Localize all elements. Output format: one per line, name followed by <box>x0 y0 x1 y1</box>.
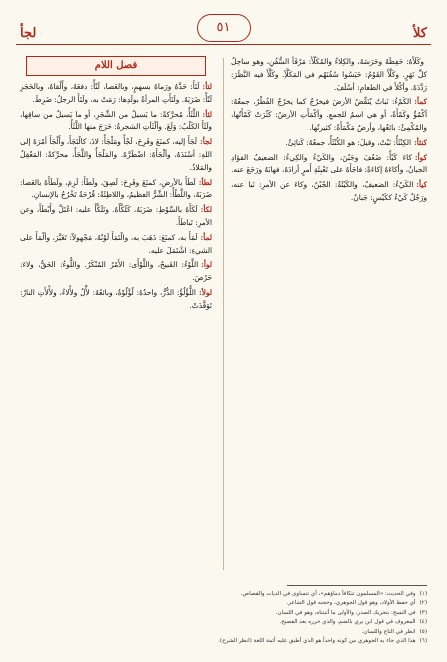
header-right-word: كلأ <box>413 26 427 41</box>
footnote-text: هذا الذي جاء به الجوهري من كونه واحداً هو الذي أطبق عليه أئمة اللغة (انظر الشرح). <box>218 638 416 645</box>
footnote-number: (٤) <box>419 619 427 626</box>
footnote-text: وفي الحديث: «المسلمون تتكافأ دماؤهم»، أي تتساوى في الديات والقصاص. <box>240 591 416 597</box>
entry-headword: لثأ: <box>202 109 212 119</box>
footnote-text: المعروف في قول ابن بري بالضم، والذي حرره بعد الفصيح. <box>279 619 416 626</box>
footnote <box>20 609 427 618</box>
left-entry <box>20 81 212 107</box>
footnote <box>20 618 427 627</box>
entry-text: لَجَأَ إليه، كمنَعَ وفَرِحَ، لَجْأً ومَلْجَأً: لاذَ، كالْتَجَأَ، وأَلْجَأَ أمْرَهُ إلى اللهِ: أسْنَدَهُ، وألْجَأَهُ: اضْطَرَّهُ. والمَلْجَأُ واللَّجَأُ، محرَّكةً: المَعْقِلُ والمَلاذُ. <box>20 137 212 172</box>
entry-text: الكَيْءُ: الضعيفُ، والكَيْئَةُ: الجُبْنُ، وكاءَ عن الأمرِ: نَبا عنه، ورَجُلٌ كَيْءٌ ككَيْسٍ: جَبانٌ. <box>231 180 427 202</box>
entry-headword: لمأ: <box>200 232 212 242</box>
entry-headword: لوأ: <box>201 260 212 270</box>
header-rule <box>16 44 431 45</box>
entry-headword: كوأ: <box>414 152 427 162</box>
left-entry <box>20 136 212 174</box>
left-entry <box>20 259 212 285</box>
entry-headword: لكأ: <box>200 205 212 215</box>
page-header <box>16 14 431 50</box>
footnotes <box>20 590 427 646</box>
right-entry <box>231 152 427 178</box>
left-entry <box>20 287 212 313</box>
entry-text: كاءَ كَيْأً: ضَعُفَ وجَبُنَ، والكَيْءُ والكِيءُ: الضعيفُ الفؤادِ الجبانُ، وأكاءَهُ إكاءَةً: فاجَأَهُ على تَعْبِئَةِ أَمرٍ أرادَهُ، فهابَهُ ورَجَعَ عنه. <box>231 152 427 175</box>
entry-headword: لجأ: <box>199 137 212 147</box>
right-entry <box>231 56 427 94</box>
footnote-number: (٢) <box>419 600 427 607</box>
left-entry <box>20 177 212 203</box>
footnote-number: (٣) <box>419 609 427 616</box>
left-entry <box>20 204 212 230</box>
footnote <box>20 590 427 599</box>
entry-text: لَكَأَهُ بالسَّوْطِ: ضَرَبَهُ، كَلَكَّأَهُ. وتَلَكَّأَ عليه: اعْتَلَّ وأَبْطَأَ، وعن الأمرِ: تَباطَأَ. <box>20 205 212 227</box>
entry-text: وكَلَأَهُ: حَفِظَهُ وحَرَسَهُ، والكِلاءُ والمُكَلَّأُ: مَرْفَأُ السُّفُنِ، وهو ساحِلُ كلِّ نَهَرٍ. وكَلَّأَ القَوْمُ: حَبَسُوا سُفُنَهُم في المَكَلَّأِ. وكَلَّأَ فيه النَّظَرَ: رَدَّدَهُ. وأكْلأَ في الطعامِ: أسْلَفَ. <box>231 57 427 92</box>
entry-headword: كيأ: <box>416 180 427 190</box>
right-column <box>231 56 427 576</box>
footnote-number: (٥) <box>419 628 427 635</box>
entry-text: اللُّؤْلُؤُ: الدُّرُّ، واحدُهُ: لُؤْلُؤَةٌ، وبائعُهُ: لأَّلٌ ولأْلاءٌ، ولأْلأَتِ النارُ: تَوَقَّدَتْ. <box>20 287 212 310</box>
right-entry <box>231 96 427 134</box>
entry-text: لَتَأَ: حَدَّهُ ورَماهُ بسهمٍ، وبالعَصا، لَتْأً: دفعَهُ، وأَلْقاهُ، وبالحَجَرِ لَتْأً: ضَرَبَهُ. ولَتَأَتِ المرأةُ بولَدِها: رَمَتْ به، ولَتَأَ الرجلُ: ضَرِطَ. <box>20 82 212 104</box>
page-number: ٥١ <box>197 14 251 42</box>
footnote-text: في النسخ: بتحريك الصدر، والأولى ما أثبتناه، وهو في اللسان. <box>275 609 416 616</box>
footnote <box>20 599 427 608</box>
left-entry <box>20 232 212 258</box>
footnote-text: أي حفظ الأولاد، وهو قول الجوهري، وحجته قول الشاعر. <box>286 600 416 607</box>
entry-headword: لطأ: <box>198 177 212 187</box>
footnote <box>20 628 427 637</box>
entry-text: لَطَأَ بالأرضِ، كمنَعَ وفَرِحَ: لَصِقَ، ولَطَأَ: لَزِمَ، ولَطَأَهُ بالعَصا: ضَرَبَهُ، واللَّطْأُ: الشَّرُّ العظيمُ، واللاطِئَةُ: قُرْحَةٌ تَخْرُجُ بالإنسانِ. <box>20 177 212 200</box>
entry-headword: لولأ: <box>198 287 212 297</box>
right-entry <box>231 137 427 150</box>
entry-text: الكِنْثَأُ: نَبْتٌ، وقيلَ: هو الكُنْثَأُ، جمعُهُ: كَناثِئُ. <box>285 137 412 147</box>
entry-headword: كمأ: <box>414 97 427 107</box>
section-title: فصل اللام <box>26 56 206 76</box>
header-left-word: لجأ <box>20 26 37 41</box>
entry-text: لَمَأَ به، كمنَعَ: ذَهَبَ به، والْتَمَأَ لَوْنُهُ، مَجْهولاً: تَغَيَّرَ، وألْمَأَ على الشيءِ: اشْتَمَلَ عليه. <box>20 232 212 255</box>
footnote-number: (٦) <box>419 638 427 645</box>
left-entry <box>20 109 212 135</box>
footnote-rule <box>287 585 427 586</box>
footnote <box>20 637 427 646</box>
column-divider <box>223 58 224 570</box>
left-column <box>20 56 212 576</box>
right-entry <box>231 179 427 205</box>
footnote-text: انظر في التاج واللسان. <box>361 628 416 635</box>
entry-headword: لتأ: <box>202 82 212 91</box>
entry-text: الكَمْءُ: نَباتٌ يُنَقِّضُ الأرضَ فيخرُجُ كما يخرُجُ الفُطْرُ، جمعُهُ: أكْمُؤٌ وكَمْأَةٌ، أو هي اسمٌ للجمعِ. وأكْمَأَتِ الأرضُ: كَثُرَتْ كَمْأَتُها، والمُكْمِئُ: بائعُها، وأرضٌ مَكْمَأَةٌ: كثيرتُها. <box>231 97 427 132</box>
entry-text: اللَّوْءُ: القَبيحُ، واللَّوْأَى: الأَمْرُ المُنْكَرُ. واللُّوءُ: الحَقُّ، ولاءَ: حَرُصَ. <box>20 260 212 283</box>
footnote-number: (١) <box>419 591 427 597</box>
entry-headword: كنثأ: <box>414 137 427 147</box>
entry-text: اللَّثَأُ، مُحرَّكةً: ما يَسيلُ من الشَّجَرِ، أو ما يَسيلُ من ساقِها، ولَثَأَ الكَلْبُ: وَلَغَ. وألْثَأتِ الشجرةُ: خَرَجَ منها اللَّثَأُ. <box>20 109 212 132</box>
